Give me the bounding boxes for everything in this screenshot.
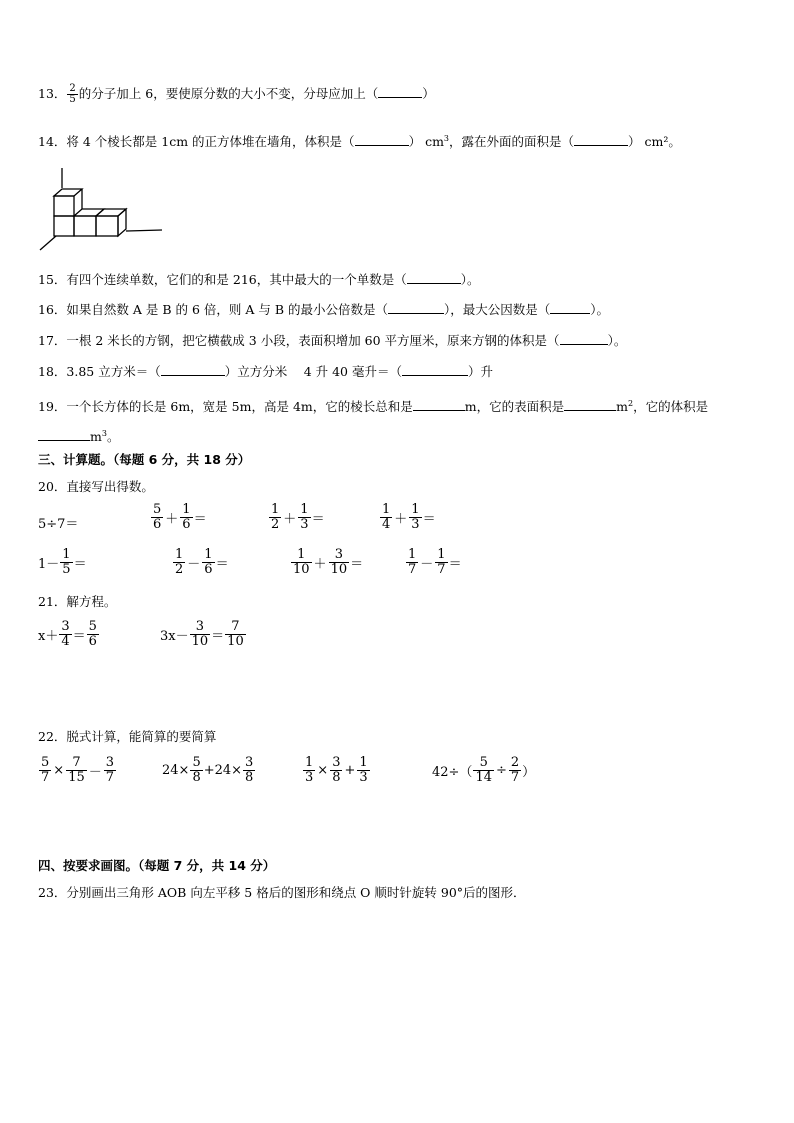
question-22-title: 22．脱式计算，能简算的要简算	[38, 729, 217, 744]
question-19: 19．一个长方体的长是 6m，宽是 5m，高是 4m，它的棱长总和是 m，它的表面积是 $m^2$，它的体积是	[38, 399, 709, 415]
question-19-cont: $m^3$。	[38, 426, 119, 445]
answer-blank[interactable]	[161, 364, 225, 376]
answer-blank[interactable]	[560, 333, 608, 345]
answer-blank[interactable]	[413, 399, 465, 411]
question-16: 16．如果自然数 A 是 B 的 6 倍，则 A 与 B 的最小公倍数是（ ），最大公因数是（ ）。	[38, 302, 610, 317]
answer-blank[interactable]	[574, 134, 628, 146]
question-21-title: 21．解方程。	[38, 594, 117, 609]
expression: $\frac{1}{10}$ ＋ $\frac{3}{10}$ ＝	[293, 547, 364, 577]
question-18: 18．3.85 立方米＝（ ）立方分米 4 升 40 毫升＝（ ）升	[38, 364, 493, 379]
expression: $\frac{1}{3}$ × $\frac{3}{8}$ + $\frac{1}{3}$	[305, 755, 368, 785]
expression: $\frac{1}{2}$ ＋ $\frac{1}{3}$ ＝	[271, 502, 325, 532]
expression: $\frac{1}{2}$ － $\frac{1}{6}$ ＝	[175, 547, 229, 577]
expression: 5÷7＝	[38, 517, 79, 532]
question-23: 23．分别画出三角形 AOB 向左平移 5 格后的图形和绕点 O 顺时针旋转 90°后的图形．	[38, 885, 526, 900]
question-13: 13． $\frac{2}{5}$ 的分子加上 6，要使原分数的大小不变，分母应加上（ ）	[38, 83, 435, 105]
question-14: 14．将 4 个棱长都是 1cm 的正方体堆在墙角，体积是（ ） $cm^3$，露在外面的面积是（ ） cm²。	[38, 134, 681, 150]
section-4-heading: 四、按要求画图。（每题 7 分，共 14 分）	[38, 858, 276, 873]
answer-blank[interactable]	[38, 429, 90, 441]
question-20-title: 20．直接写出得数。	[38, 479, 154, 494]
fraction: $\frac{2}{5}$	[69, 83, 76, 105]
question-15: 15．有四个连续单数，它们的和是 216，其中最大的一个单数是（ ）。	[38, 272, 480, 287]
expression: $\frac{1}{4}$ ＋ $\frac{1}{3}$ ＝	[382, 502, 436, 532]
answer-blank[interactable]	[564, 399, 616, 411]
expression: $\frac{5}{6}$ ＋ $\frac{1}{6}$ ＝	[153, 502, 207, 532]
answer-blank[interactable]	[407, 272, 461, 284]
equation: 3x－ $\frac{3}{10}$ ＝ $\frac{7}{10}$	[160, 619, 244, 649]
answer-blank[interactable]	[388, 302, 444, 314]
answer-blank[interactable]	[378, 86, 422, 98]
answer-blank[interactable]	[355, 134, 409, 146]
expression: 1－ $\frac{1}{5}$ ＝	[38, 547, 87, 577]
answer-blank[interactable]	[402, 364, 468, 376]
expression: 42÷（ $\frac{5}{14}$ ÷ $\frac{2}{7}$ ）	[432, 755, 536, 785]
question-17: 17．一根 2 米长的方钢，把它横截成 3 小段，表面积增加 60 平方厘米，原来方钢的体积是（ ）。	[38, 333, 627, 348]
expression: 24× $\frac{5}{8}$ +24× $\frac{3}{8}$	[162, 755, 254, 785]
expression: $\frac{5}{7}$ × $\frac{7}{15}$ － $\frac{3}{7}$	[41, 755, 115, 785]
equation: x＋ $\frac{3}{4}$ ＝ $\frac{5}{6}$	[38, 619, 97, 649]
answer-blank[interactable]	[550, 302, 590, 314]
expression: $\frac{1}{7}$ － $\frac{1}{7}$ ＝	[408, 547, 462, 577]
cubes-in-corner-figure	[38, 162, 166, 254]
section-3-heading: 三、计算题。（每题 6 分，共 18 分）	[38, 452, 251, 467]
